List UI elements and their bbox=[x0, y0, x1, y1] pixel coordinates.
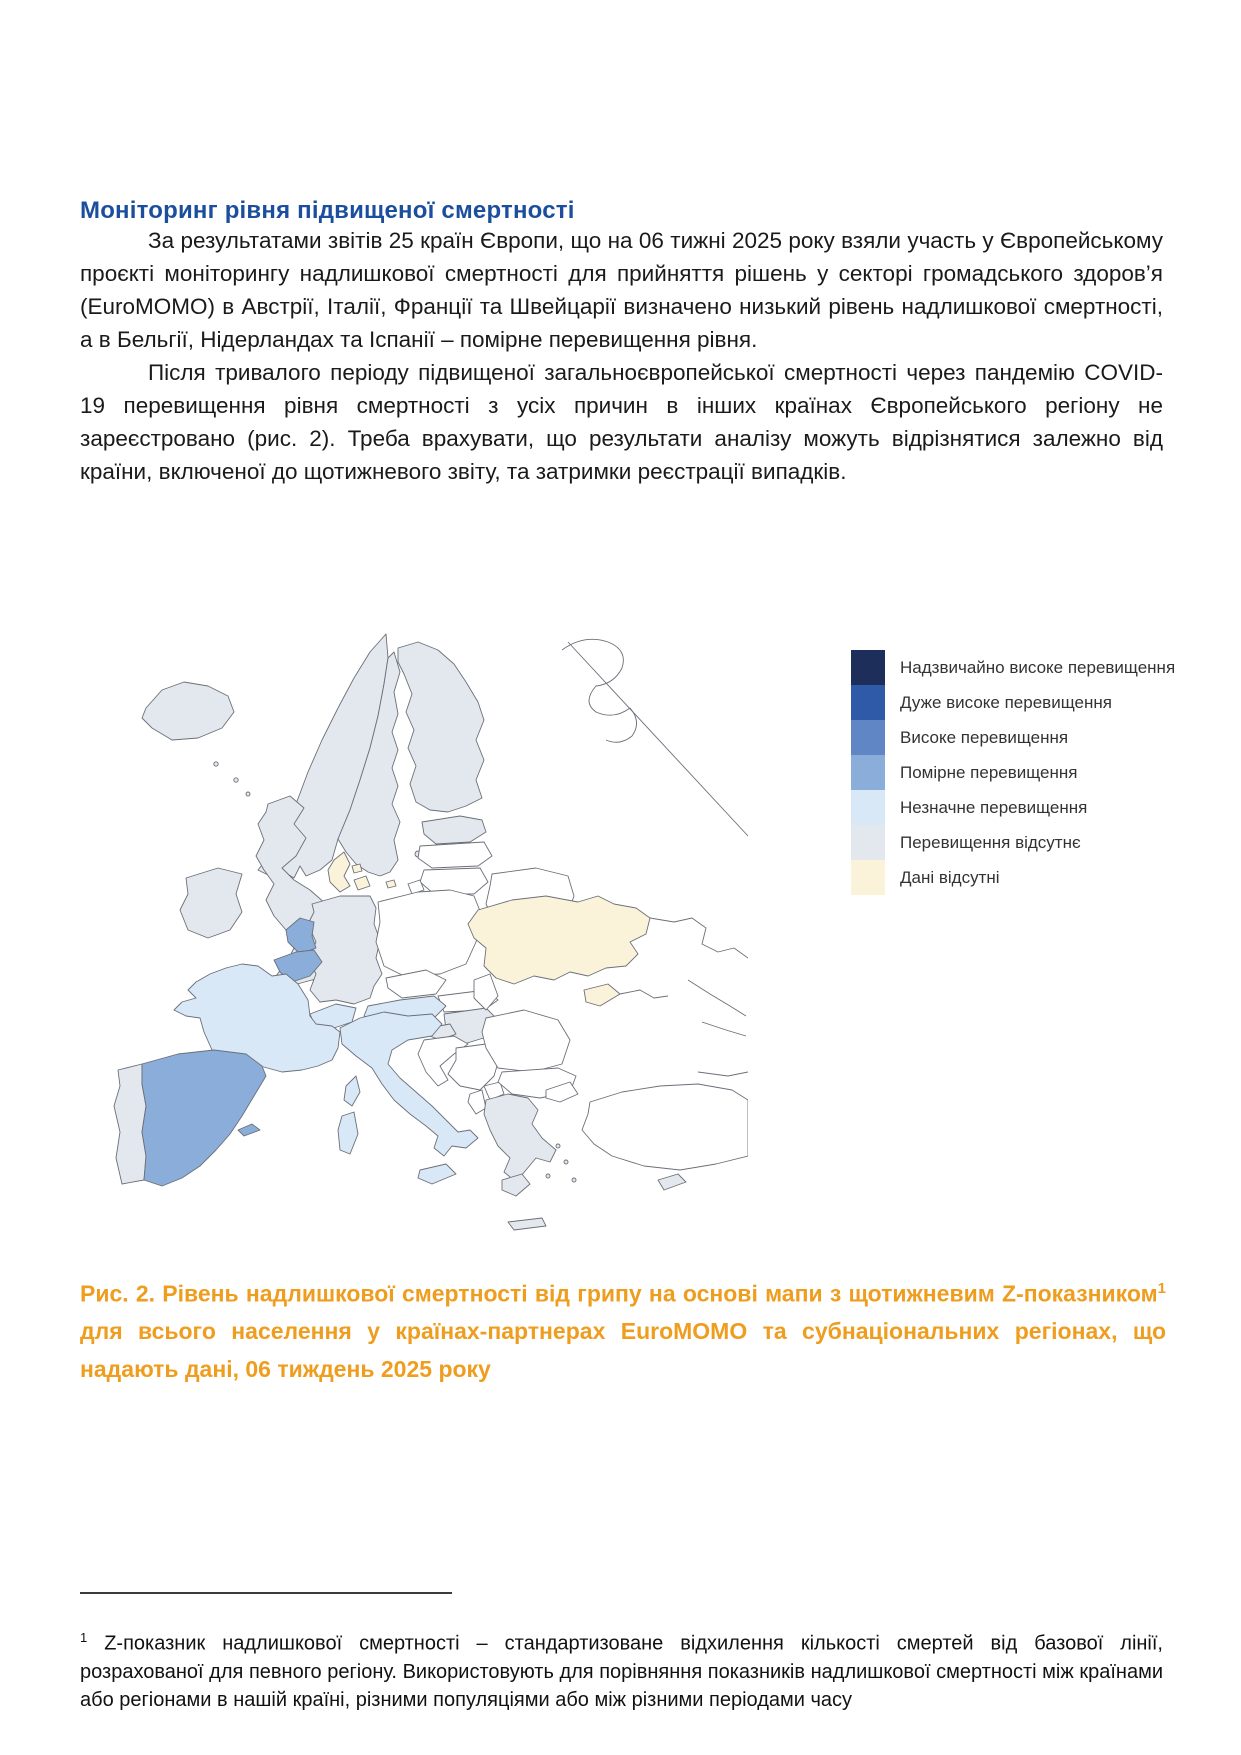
europe-map-svg bbox=[88, 624, 748, 1244]
legend-swatch-very_high bbox=[851, 685, 885, 720]
map-country-spain bbox=[142, 1050, 266, 1186]
legend-item-extraordinary bbox=[851, 650, 1175, 685]
legend-item-high bbox=[851, 720, 1175, 755]
map-country-latvia bbox=[418, 842, 492, 868]
body-text bbox=[80, 224, 1163, 488]
map-country-sardinia bbox=[338, 1112, 358, 1154]
map-country-estonia bbox=[422, 816, 486, 844]
footnote-separator bbox=[80, 1592, 452, 1594]
map-island-aegean bbox=[564, 1160, 568, 1164]
footnote-marker: 1 bbox=[80, 1630, 88, 1645]
legend-label-none: Перевищення відсутнє bbox=[900, 832, 1081, 852]
legend-swatch-moderate bbox=[851, 755, 885, 790]
legend-label-minor: Незначне перевищення bbox=[900, 797, 1088, 817]
map-country-denmark bbox=[352, 864, 362, 873]
legend-item-no_data bbox=[851, 860, 1175, 895]
footnote bbox=[80, 1624, 1163, 1714]
legend-swatch-none bbox=[851, 825, 885, 860]
map-country-greece bbox=[484, 1094, 556, 1182]
map-country-romania bbox=[482, 1010, 570, 1072]
map-country-germany bbox=[308, 896, 382, 1004]
map-legend bbox=[851, 650, 1175, 895]
map-country-corsica bbox=[344, 1076, 360, 1106]
figure-caption-text: Рис. 2. Рівень надлишкової смертності від грипу на основі мапи з щотижневим Z-показником bbox=[80, 1280, 1158, 1307]
legend-swatch-extraordinary bbox=[851, 650, 885, 685]
legend-item-very_high bbox=[851, 685, 1175, 720]
map-country-portugal bbox=[114, 1064, 146, 1184]
legend-label-high: Високе перевищення bbox=[900, 727, 1069, 747]
map-country-albania bbox=[468, 1090, 486, 1114]
figure-caption-footnote-ref: 1 bbox=[1157, 1280, 1166, 1297]
map-country-cyprus bbox=[658, 1174, 686, 1190]
legend-label-very_high: Дуже високе перевищення bbox=[900, 692, 1112, 712]
map-island-aegean bbox=[546, 1174, 550, 1178]
legend-item-moderate bbox=[851, 755, 1175, 790]
map-country-finland bbox=[398, 642, 484, 812]
map-island-shetland bbox=[234, 778, 238, 782]
map-country-poland bbox=[376, 890, 482, 976]
map-country-greece bbox=[502, 1174, 530, 1196]
legend-item-none bbox=[851, 825, 1175, 860]
page-title: Моніторинг рівня підвищеної смертності bbox=[80, 197, 575, 225]
map-region-cut-line bbox=[568, 642, 748, 836]
legend-swatch-minor bbox=[851, 790, 885, 825]
figure-caption bbox=[80, 1270, 1166, 1388]
map-island-faroe bbox=[214, 762, 218, 766]
map-island-orkney bbox=[246, 792, 250, 796]
legend-swatch-high bbox=[851, 720, 885, 755]
paragraph-2: Після тривалого періоду підвищеної загальноєвропейської смертності через пандемію COVID-19 перевищення рівня смертності з усіх причин в інших країнах Європейського регіону не зареєстровано (рис. 2). Треба врахувати, що результати аналізу можуть відрізнятися залежно від країни, включеної до щотижневого звіту, та затримки реєстрації випадків. bbox=[80, 360, 1163, 484]
paragraph-1: За результатами звітів 25 країн Європи, що на 06 тижні 2025 року взяли участь у Європейському проєкті моніторингу надлишкової смертності для прийняття рішень у секторі громадського здоров’я (EuroMOMO) в Австрії, Італії, Франції та Швейцарії визначено низький рівень надлишкової смертності, а в Бельгії, Нідерландах та Іспанії – помірне перевищення рівня. bbox=[80, 228, 1163, 352]
map-country-denmark bbox=[386, 880, 396, 888]
map-country-ireland bbox=[180, 868, 242, 938]
map-country-denmark bbox=[354, 876, 370, 890]
map-country-turkey bbox=[582, 1084, 748, 1170]
legend-label-no_data: Дані відсутні bbox=[900, 867, 1000, 887]
legend-swatch-no_data bbox=[851, 860, 885, 895]
europe-excess-mortality-map bbox=[88, 624, 748, 1244]
legend-label-moderate: Помірне перевищення bbox=[900, 762, 1078, 782]
map-island-aegean bbox=[572, 1178, 576, 1182]
map-country-sicily bbox=[418, 1164, 456, 1184]
map-country-lithuania bbox=[420, 868, 488, 894]
map-borders-russia bbox=[562, 639, 748, 1076]
map-country-iceland bbox=[142, 682, 234, 740]
map-country-crimea bbox=[584, 984, 620, 1006]
figure-caption-text-2: для всього населення у країнах-партнерах EuroMOMO та субнаціональних регіонах, що надають дані, 06 тиждень 2025 року bbox=[80, 1318, 1166, 1382]
map-country-crete bbox=[508, 1218, 546, 1230]
legend-label-extraordinary: Надзвичайно високе перевищення bbox=[900, 657, 1176, 677]
legend-item-minor bbox=[851, 790, 1175, 825]
map-country-ukraine bbox=[468, 896, 650, 984]
map-country-balearics bbox=[238, 1124, 260, 1136]
map-island-aegean bbox=[556, 1144, 560, 1148]
footnote-text: Z-показник надлишкової смертності – стандартизоване відхилення кількості смертей від базової лінії, розрахованої для певного регіону. Використовують для порівняння показників надлишкової смертності між країнами або регіонами в нашій країні, різними популяціями або між різними періодами часу bbox=[80, 1632, 1163, 1711]
